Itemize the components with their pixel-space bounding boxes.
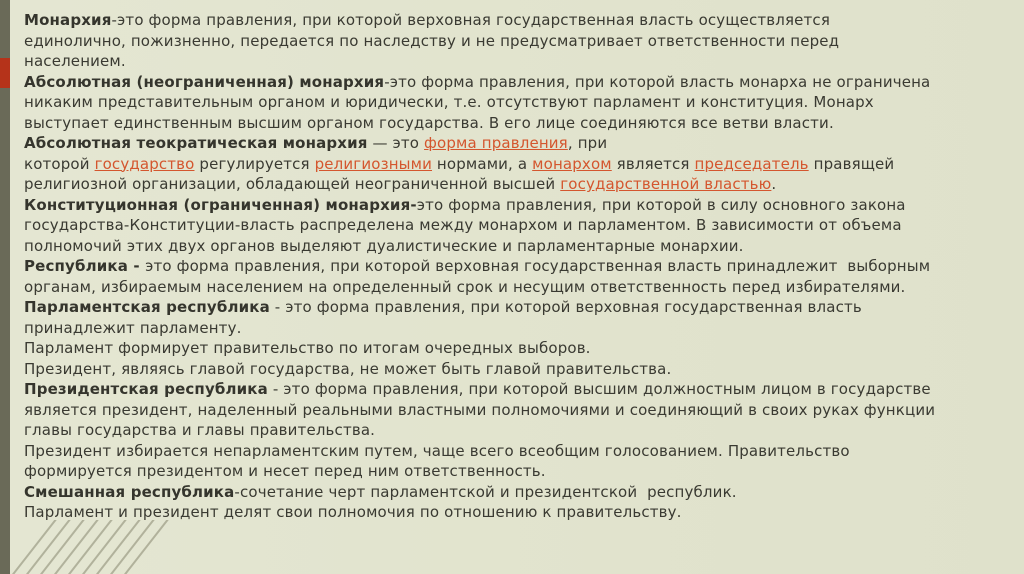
presidential-line-5 [24,461,1014,482]
parliamentary-line-3 [24,338,1014,359]
absolute-definition-cont: никаким представительным органом и юридически, т.е. отсутствуют парламент и конституция. Монарх [24,93,874,111]
decorative-stripes [12,520,182,574]
monarchy-line-2 [24,31,1014,52]
theocratic-dash: — это [367,134,425,152]
link-chairman[interactable]: председатель [694,154,809,173]
link-religious[interactable]: религиозными [314,154,433,173]
absolute-line-3 [24,113,1014,134]
republic-line-2 [24,277,1014,298]
parliamentary-line-2 [24,318,1014,339]
republic-line-1 [24,256,1014,277]
theocratic-text: является [611,154,695,173]
absolute-line-1 [24,72,1014,93]
presidential-republic-term: Президентская республика [24,380,268,398]
theocratic-text: . [771,175,777,193]
theocratic-line-3 [24,174,1014,195]
presidential-definition-cont: является президент, наделенный реальными властными полномочиями и соединяющий в своих руках функции [24,400,936,419]
constitutional-definition-end: полномочий этих двух органов выделяют дуалистические и парламентарные монархии. [24,236,744,255]
monarchy-definition-end: населением. [24,52,126,70]
absolute-line-2 [24,92,1014,113]
parliamentary-republic-term: Парламентская республика [24,298,270,316]
presidential-line-1 [24,379,1014,400]
parliamentary-definition: - это форма правления, при которой верховная государственная власть [269,298,862,316]
parliamentary-note: Парламент формирует правительство по итогам очередных выборов. [24,339,591,357]
constitutional-definition: это форма правления, при которой в силу основного закона [416,195,906,214]
constitutional-line-2 [24,215,1014,236]
absolute-monarchy-term: Абсолютная (неограниченная) монархия [24,72,385,91]
constitutional-line-1 [24,195,1014,216]
monarchy-definition-cont: единолично, пожизненно, передается по наследству и не предусматривает ответственности перед [24,31,840,50]
link-monarch[interactable]: монархом [532,154,612,173]
republic-term: Республика - [24,257,146,275]
presidential-line-2 [24,400,1014,421]
theocratic-line-2 [24,154,1014,175]
monarchy-term: Монархия [24,11,112,29]
mixed-definition: -сочетание черт парламентской и президентской республик. [234,482,737,501]
presidential-line-4 [24,441,1014,462]
accent-marker [0,58,10,88]
theocratic-line-1 [24,133,1014,154]
theocratic-text: регулируется [194,154,315,173]
monarchy-line-3 [24,51,1014,72]
parliamentary-line-4 [24,359,1014,380]
presidential-note: формируется президентом и несет перед ним ответственность. [24,462,546,480]
monarchy-definition: -это форма правления, при которой верховная государственная власть осуществляется [111,11,831,29]
theocratic-text: религиозной организации, обладающей неограниченной высшей [24,175,561,193]
presidential-line-3 [24,420,1014,441]
republic-definition-cont: органам, избираемым населением на определенный срок и несущим ответственность перед избирателями. [24,277,906,296]
presidential-definition-end: главы государства и главы правительства. [24,421,376,439]
mixed-note: Парламент и президент делят свои полномочия по отношению к правительству. [24,503,682,521]
absolute-definition: -это форма правления, при которой власть монарха не ограничена [384,72,931,91]
republic-definition: это форма правления, при которой верховная государственная власть принадлежит выборным [145,257,931,275]
presidential-note: Президент избирается непарламентским путем, чаще всего всеобщим голосованием. Правительство [24,441,850,460]
theocratic-text: , при [567,134,608,152]
parliamentary-line-1 [24,297,1014,318]
theocratic-text: которой [24,154,95,173]
slide-content [24,10,1014,523]
constitutional-definition-cont: государства-Конституции-власть распределена между монархом и парламентом. В зависимости от объема [24,216,902,234]
mixed-line-1 [24,482,1014,503]
presidential-definition: - это форма правления, при которой высшим должностным лицом в государстве [267,380,931,398]
constitutional-line-3 [24,236,1014,257]
mixed-line-2 [24,502,1014,523]
theocratic-text: правящей [808,154,895,173]
theocratic-text: нормами, а [432,154,533,173]
mixed-republic-term: Смешанная республика [24,482,235,501]
parliamentary-note: Президент, являясь главой государства, не может быть главой правительства. [24,359,672,378]
constitutional-monarchy-term: Конституционная (ограниченная) монархия- [24,195,417,214]
link-state-power[interactable]: государственной властью [560,175,772,193]
link-form-of-government[interactable]: форма правления [424,134,568,152]
absolute-definition-end: выступает единственным высшим органом государства. В его лице соединяются все ветви власти. [24,113,834,132]
parliamentary-definition-cont: принадлежит парламенту. [24,318,242,337]
link-state[interactable]: государство [94,154,195,173]
monarchy-line-1 [24,10,1014,31]
theocratic-monarchy-term: Абсолютная теократическая монархия [24,134,368,152]
